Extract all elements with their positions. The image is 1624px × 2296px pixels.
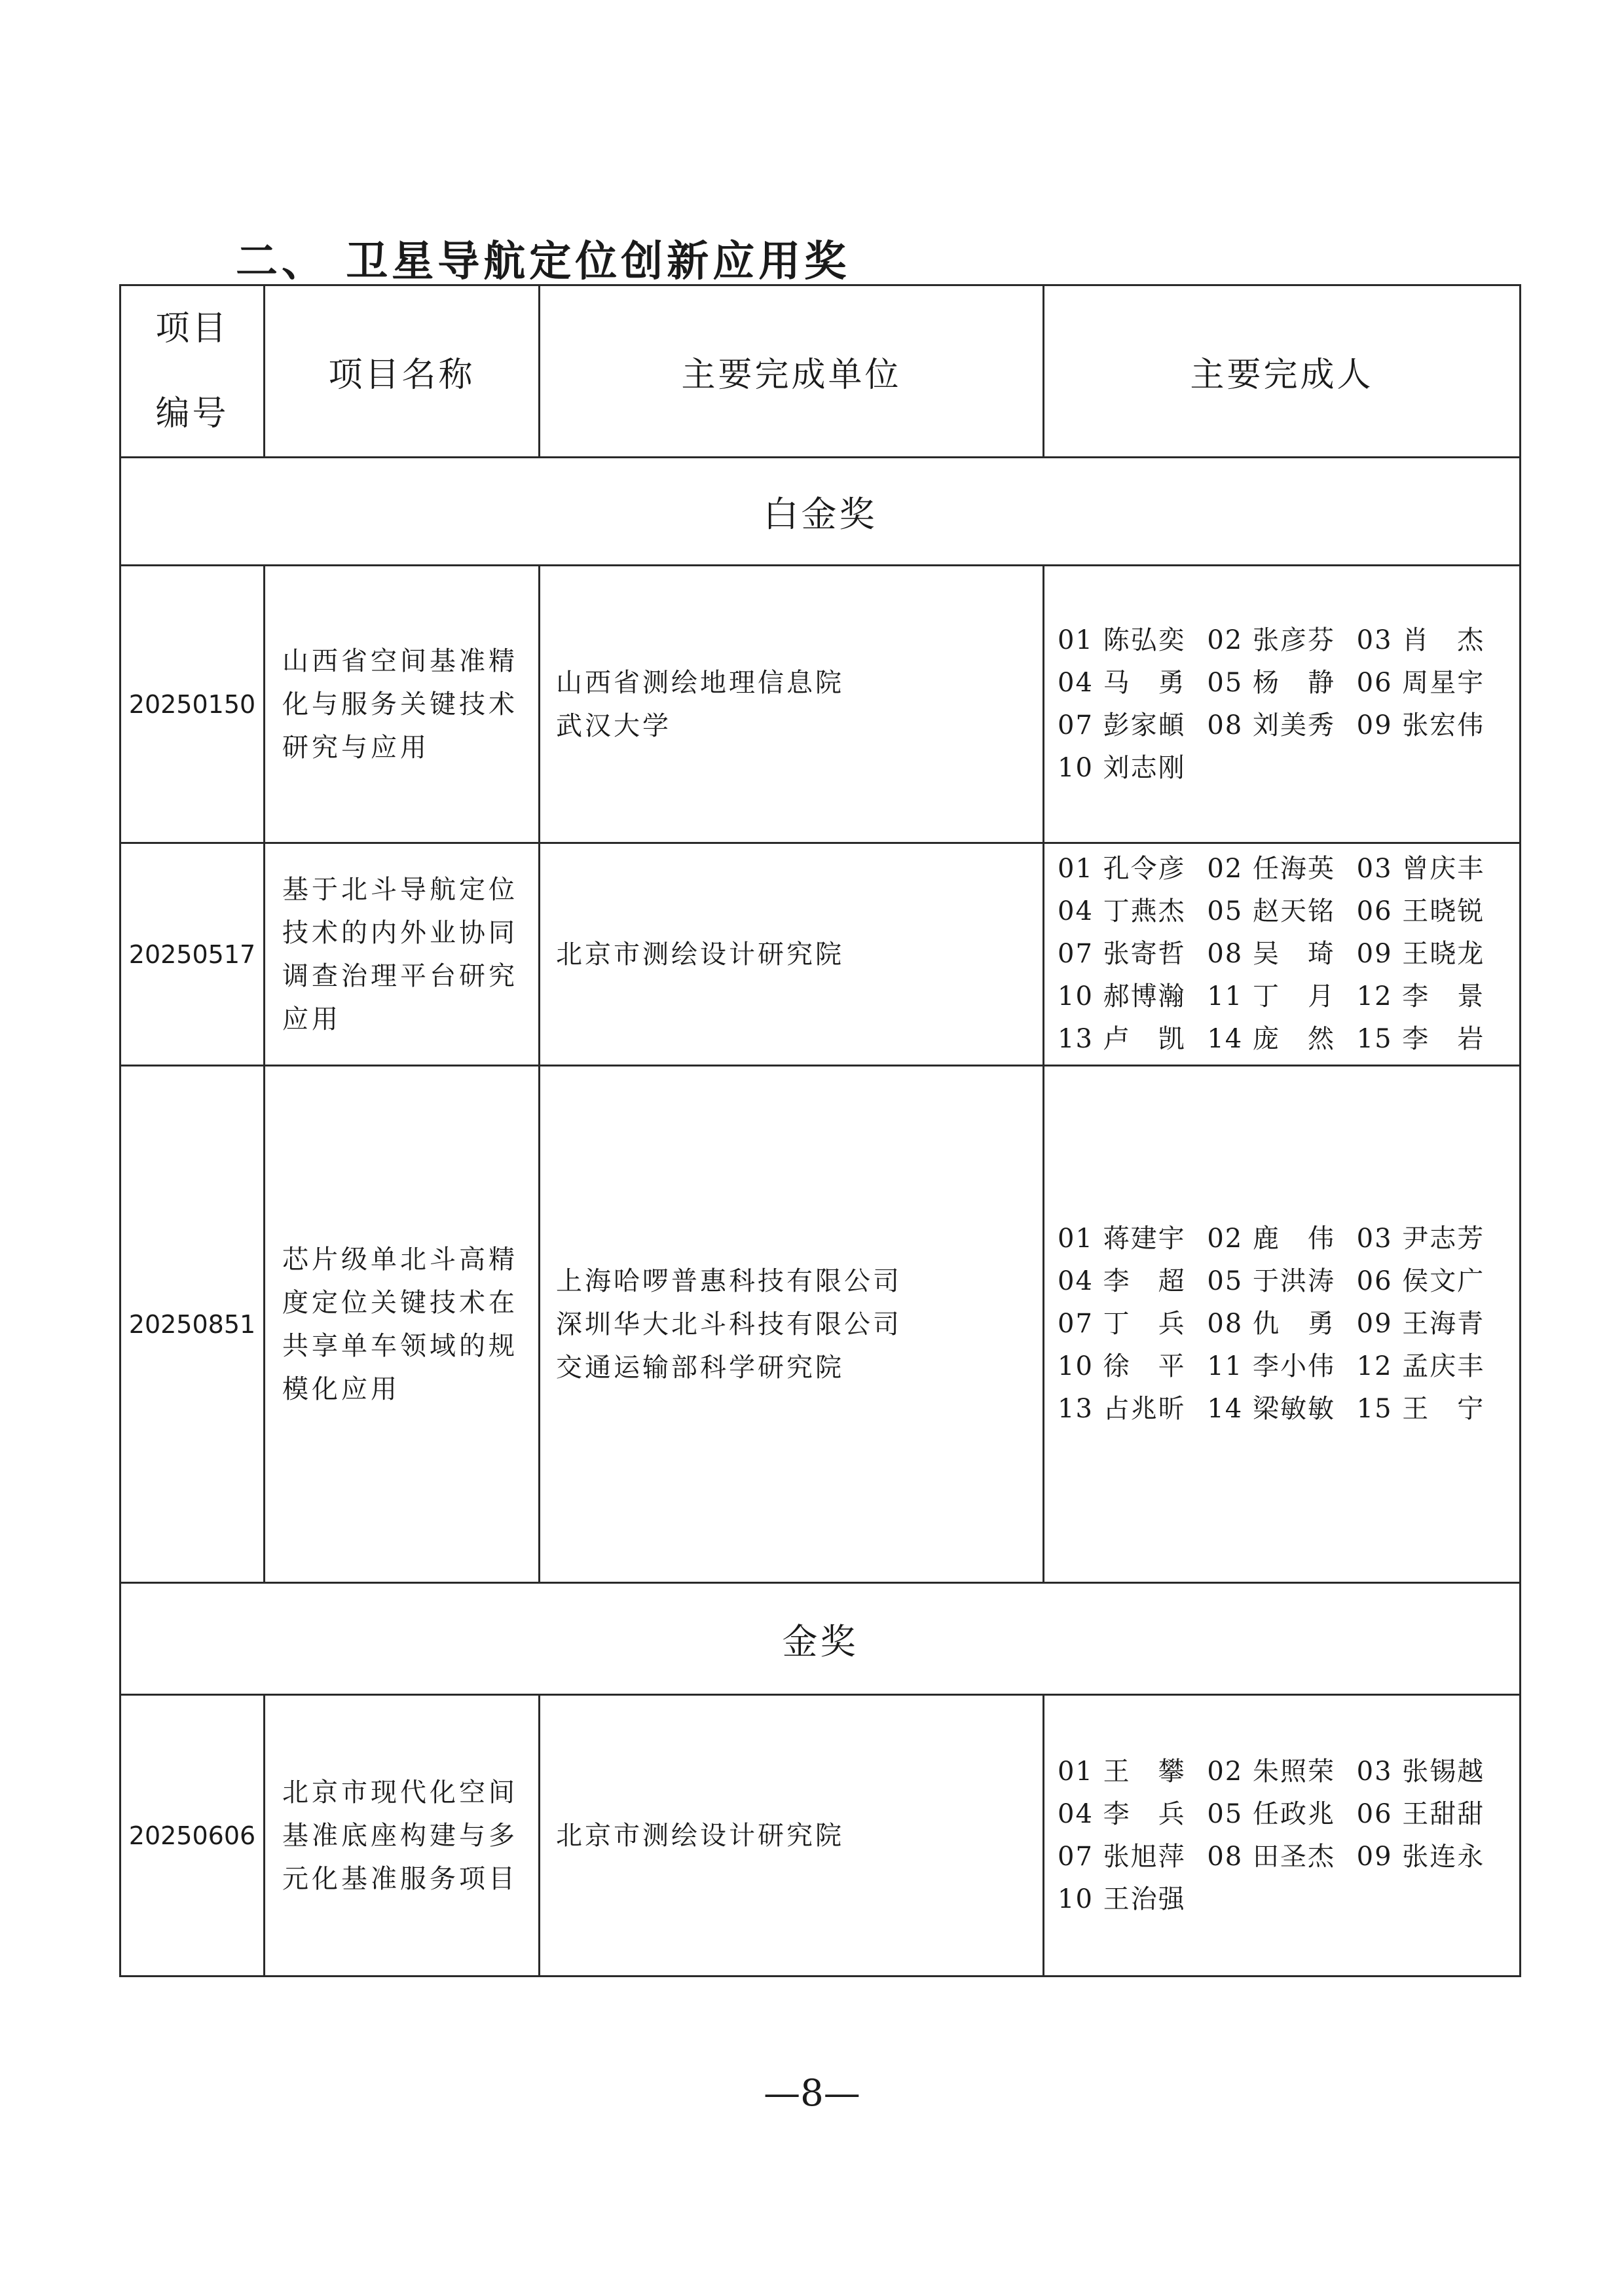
person-name: 02 朱照荣 (1207, 1756, 1335, 1787)
unit-name: 交通运输部科学研究院 (556, 1352, 844, 1383)
header-units: 主要完成单位 (540, 285, 1044, 458)
person-name: 04 李 兵 (1058, 1798, 1186, 1829)
people-list (1058, 1218, 1506, 1430)
person-name: 03 尹志芳 (1356, 1224, 1485, 1254)
person-name: 10 郝博瀚 (1058, 981, 1186, 1011)
person-name: 14 梁敏敏 (1207, 1394, 1335, 1424)
awards-table (119, 284, 1521, 1977)
person-name: 10 王治强 (1058, 1884, 1186, 1914)
person-name: 10 刘志刚 (1058, 752, 1186, 783)
project-units (540, 843, 1044, 1066)
person-name: 09 张连永 (1356, 1841, 1485, 1872)
person-name: 11 丁 月 (1207, 981, 1335, 1011)
person-name: 03 肖 杰 (1356, 625, 1485, 655)
people-list (1058, 619, 1506, 790)
header-project-name: 项目名称 (265, 285, 540, 458)
person-name: 13 占兆昕 (1058, 1394, 1186, 1424)
person-name: 06 王晓锐 (1356, 896, 1485, 926)
person-name: 04 丁燕杰 (1058, 896, 1186, 926)
person-name: 07 张寄哲 (1058, 939, 1186, 969)
unit-name: 武汉大学 (556, 710, 671, 741)
person-name: 15 王 宁 (1356, 1394, 1485, 1424)
person-name: 07 张旭萍 (1058, 1841, 1186, 1872)
project-people (1044, 566, 1521, 843)
person-name: 05 杨 静 (1207, 667, 1335, 698)
tier-label: 白金奖 (120, 458, 1521, 566)
unit-name: 北京市测绘设计研究院 (556, 939, 844, 970)
unit-name: 北京市测绘设计研究院 (556, 1820, 844, 1851)
people-list (1058, 848, 1506, 1061)
person-name: 04 李 超 (1058, 1266, 1186, 1296)
person-name: 14 庞 然 (1207, 1024, 1335, 1054)
person-name: 07 彭家頔 (1058, 710, 1186, 740)
table-header-row (120, 285, 1521, 458)
person-name: 05 于洪涛 (1207, 1266, 1335, 1296)
tier-row (120, 458, 1521, 566)
project-id: 20250606 (120, 1695, 265, 1977)
project-row (120, 843, 1521, 1066)
project-name: 山西省空间基准精化与服务关键技术研究与应用 (265, 566, 540, 843)
header-id-line2: 编号 (155, 394, 229, 433)
person-name: 15 李 岩 (1356, 1024, 1485, 1054)
person-name: 02 任海英 (1207, 854, 1335, 884)
person-name: 05 任政兆 (1207, 1798, 1335, 1829)
page-number: —8— (764, 2072, 860, 2115)
person-name: 08 刘美秀 (1207, 710, 1335, 740)
person-name: 03 张锡越 (1356, 1756, 1485, 1787)
header-id-line1: 项目 (155, 309, 229, 348)
person-name: 01 孔令彦 (1058, 854, 1186, 884)
person-name: 07 丁 兵 (1058, 1309, 1186, 1339)
header-people: 主要完成人 (1044, 285, 1521, 458)
project-id: 20250517 (120, 843, 265, 1066)
unit-name: 山西省测绘地理信息院 (556, 667, 844, 698)
unit-name: 深圳华大北斗科技有限公司 (556, 1309, 902, 1339)
project-row (120, 1695, 1521, 1977)
people-list (1058, 1751, 1506, 1921)
person-name: 01 陈弘奕 (1058, 625, 1186, 655)
project-row (120, 566, 1521, 843)
person-name: 10 徐 平 (1058, 1351, 1186, 1381)
tier-row (120, 1583, 1521, 1695)
person-name: 08 田圣杰 (1207, 1841, 1335, 1872)
person-name: 02 鹿 伟 (1207, 1224, 1335, 1254)
project-name: 北京市现代化空间基准底座构建与多元化基准服务项目 (265, 1695, 540, 1977)
project-name: 芯片级单北斗高精度定位关键技术在共享单车领域的规模化应用 (265, 1066, 540, 1583)
tier-label: 金奖 (120, 1583, 1521, 1695)
person-name: 12 孟庆丰 (1356, 1351, 1485, 1381)
person-name: 05 赵天铭 (1207, 896, 1335, 926)
person-name: 06 侯文广 (1356, 1266, 1485, 1296)
unit-name: 上海哈啰普惠科技有限公司 (556, 1266, 902, 1296)
project-people (1044, 843, 1521, 1066)
project-people (1044, 1695, 1521, 1977)
project-units (540, 1066, 1044, 1583)
project-units (540, 566, 1044, 843)
section-title: 二、 卫星导航定位创新应用奖 (236, 238, 851, 286)
person-name: 04 马 勇 (1058, 667, 1186, 698)
person-name: 06 周星宇 (1356, 667, 1485, 698)
project-name: 基于北斗导航定位技术的内外业协同调查治理平台研究应用 (265, 843, 540, 1066)
person-name: 01 王 攀 (1058, 1756, 1186, 1787)
person-name: 08 吴 琦 (1207, 939, 1335, 969)
project-id: 20250150 (120, 566, 265, 843)
project-row (120, 1066, 1521, 1583)
person-name: 02 张彦芬 (1207, 625, 1335, 655)
person-name: 01 蒋建宇 (1058, 1224, 1186, 1254)
person-name: 11 李小伟 (1207, 1351, 1335, 1381)
person-name: 06 王甜甜 (1356, 1798, 1485, 1829)
person-name: 09 张宏伟 (1356, 710, 1485, 740)
header-project-id (120, 285, 265, 458)
person-name: 09 王海青 (1356, 1309, 1485, 1339)
project-people (1044, 1066, 1521, 1583)
person-name: 13 卢 凯 (1058, 1024, 1186, 1054)
person-name: 12 李 景 (1356, 981, 1485, 1011)
person-name: 08 仇 勇 (1207, 1309, 1335, 1339)
project-id: 20250851 (120, 1066, 265, 1583)
project-units (540, 1695, 1044, 1977)
person-name: 03 曾庆丰 (1356, 854, 1485, 884)
person-name: 09 王晓龙 (1356, 939, 1485, 969)
